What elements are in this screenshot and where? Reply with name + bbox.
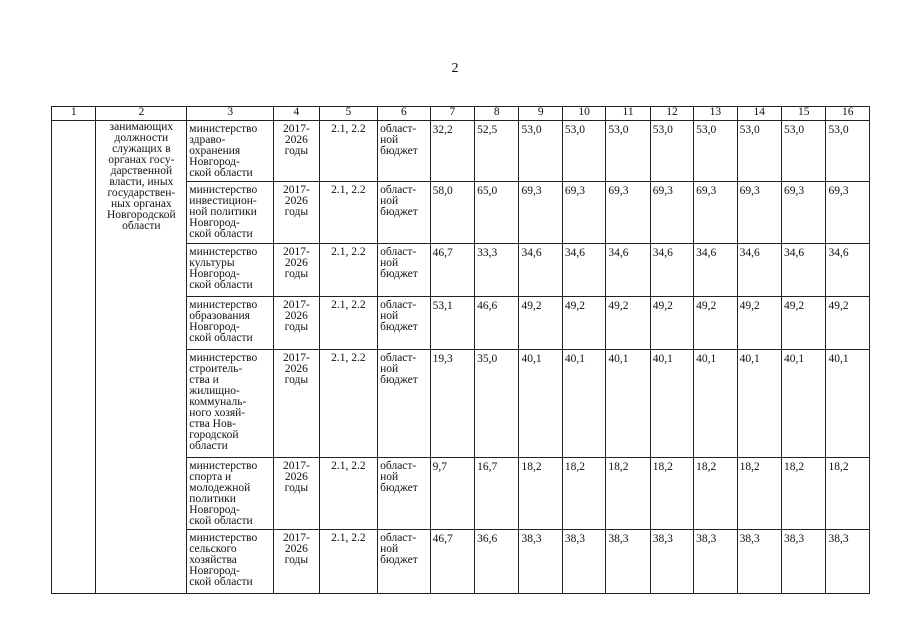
period-cell <box>274 244 319 297</box>
value-cell: 40,1 <box>826 350 870 458</box>
period-cell <box>274 121 319 182</box>
value-cell: 18,2 <box>737 458 781 530</box>
executor-text: министерство здраво- охранения Новгород- ской области <box>189 123 258 179</box>
header-row <box>52 107 870 121</box>
value-cell: 38,3 <box>606 530 650 594</box>
value-cell: 33,3 <box>475 244 519 297</box>
value-cell: 53,0 <box>737 121 781 182</box>
header-cell: 7 <box>430 107 474 121</box>
value-cell: 32,2 <box>430 121 474 182</box>
value-cell: 34,6 <box>737 244 781 297</box>
executor-text: министерство сельского хозяйства Новгород- ской области <box>189 532 258 588</box>
executor-text: министерство образования Новгород- ской области <box>189 299 258 344</box>
header-cell: 10 <box>562 107 605 121</box>
funding-source-text: област- ной бюджет <box>380 123 418 157</box>
tasks-cell <box>319 121 378 182</box>
header-cell: 2 <box>96 107 187 121</box>
tasks-text: 2.1, 2.2 <box>331 123 366 135</box>
header-cell: 9 <box>519 107 562 121</box>
value-cell: 53,0 <box>650 121 693 182</box>
header-cell: 3 <box>187 107 274 121</box>
value-cell: 16,7 <box>475 458 519 530</box>
header-cell: 6 <box>378 107 431 121</box>
value-cell: 53,0 <box>606 121 650 182</box>
value-cell: 34,6 <box>782 244 826 297</box>
tasks-text: 2.1, 2.2 <box>331 184 366 196</box>
funding-source-cell <box>378 121 431 182</box>
period-cell <box>274 182 319 244</box>
value-cell: 34,6 <box>562 244 605 297</box>
value-cell: 69,3 <box>737 182 781 244</box>
budget-table <box>51 106 870 594</box>
value-cell: 38,3 <box>737 530 781 594</box>
value-cell: 49,2 <box>782 297 826 350</box>
period-text: 2017- 2026 годы <box>282 299 310 333</box>
value-cell: 69,3 <box>562 182 605 244</box>
value-cell: 69,3 <box>650 182 693 244</box>
period-text: 2017- 2026 годы <box>282 460 310 494</box>
header-cell: 11 <box>606 107 650 121</box>
value-cell: 35,0 <box>475 350 519 458</box>
page-number: 2 <box>451 61 459 76</box>
tasks-cell <box>319 458 378 530</box>
value-cell: 69,3 <box>519 182 562 244</box>
value-cell: 9,7 <box>430 458 474 530</box>
header-cell: 4 <box>274 107 319 121</box>
funding-source-text: област- ной бюджет <box>380 184 418 218</box>
value-cell: 65,0 <box>475 182 519 244</box>
period-cell <box>274 350 319 458</box>
value-cell: 49,2 <box>562 297 605 350</box>
value-cell: 38,3 <box>694 530 737 594</box>
value-cell: 53,0 <box>826 121 870 182</box>
executor-text: министерство инвестицион- ной политики Новгород- ской области <box>189 184 258 240</box>
header-cell: 12 <box>650 107 693 121</box>
value-cell: 18,2 <box>826 458 870 530</box>
header-cell: 13 <box>694 107 737 121</box>
executor-text: министерство культуры Новгород- ской области <box>189 246 258 291</box>
header-cell: 14 <box>737 107 781 121</box>
tasks-text: 2.1, 2.2 <box>331 246 366 258</box>
value-cell: 53,1 <box>430 297 474 350</box>
funding-source-text: област- ной бюджет <box>380 532 418 566</box>
tasks-cell <box>319 182 378 244</box>
period-text: 2017- 2026 годы <box>282 123 310 157</box>
value-cell: 49,2 <box>694 297 737 350</box>
funding-source-text: област- ной бюджет <box>380 352 418 386</box>
index-cell <box>52 121 96 594</box>
value-cell: 18,2 <box>650 458 693 530</box>
value-cell: 38,3 <box>650 530 693 594</box>
value-cell: 53,0 <box>519 121 562 182</box>
tasks-cell <box>319 297 378 350</box>
funding-source-text: област- ной бюджет <box>380 299 418 333</box>
header-cell: 5 <box>319 107 378 121</box>
value-cell: 46,7 <box>430 530 474 594</box>
value-cell: 34,6 <box>650 244 693 297</box>
period-text: 2017- 2026 годы <box>282 532 310 566</box>
tasks-cell <box>319 530 378 594</box>
value-cell: 49,2 <box>826 297 870 350</box>
value-cell: 52,5 <box>475 121 519 182</box>
value-cell: 49,2 <box>737 297 781 350</box>
funding-source-text: област- ной бюджет <box>380 460 418 494</box>
funding-source-cell <box>378 530 431 594</box>
executor-cell <box>187 244 274 297</box>
value-cell: 38,3 <box>782 530 826 594</box>
executor-cell <box>187 530 274 594</box>
value-cell: 34,6 <box>519 244 562 297</box>
header-cell: 16 <box>826 107 870 121</box>
header-cell: 8 <box>475 107 519 121</box>
value-cell: 38,3 <box>826 530 870 594</box>
executor-cell <box>187 297 274 350</box>
value-cell: 18,2 <box>606 458 650 530</box>
value-cell: 49,2 <box>606 297 650 350</box>
funding-source-cell <box>378 350 431 458</box>
value-cell: 40,1 <box>519 350 562 458</box>
value-cell: 46,6 <box>475 297 519 350</box>
value-cell: 69,3 <box>606 182 650 244</box>
executor-text: министерство спорта и молодежной политики Новгород- ской области <box>189 460 258 527</box>
value-cell: 40,1 <box>694 350 737 458</box>
tasks-text: 2.1, 2.2 <box>331 352 366 364</box>
value-cell: 58,0 <box>430 182 474 244</box>
tasks-text: 2.1, 2.2 <box>331 299 366 311</box>
funding-source-cell <box>378 297 431 350</box>
value-cell: 40,1 <box>650 350 693 458</box>
value-cell: 69,3 <box>826 182 870 244</box>
value-cell: 36,6 <box>475 530 519 594</box>
funding-source-cell <box>378 244 431 297</box>
header-cell: 15 <box>782 107 826 121</box>
table-row <box>52 121 870 182</box>
value-cell: 53,0 <box>782 121 826 182</box>
value-cell: 53,0 <box>562 121 605 182</box>
header-cell: 1 <box>52 107 96 121</box>
executor-cell <box>187 121 274 182</box>
value-cell: 69,3 <box>782 182 826 244</box>
period-text: 2017- 2026 годы <box>282 184 310 218</box>
tasks-cell <box>319 244 378 297</box>
period-text: 2017- 2026 годы <box>282 246 310 280</box>
value-cell: 46,7 <box>430 244 474 297</box>
value-cell: 40,1 <box>562 350 605 458</box>
funding-source-cell <box>378 458 431 530</box>
indicator-description-cell <box>96 121 187 594</box>
period-cell <box>274 458 319 530</box>
period-text: 2017- 2026 годы <box>282 352 310 386</box>
executor-cell <box>187 458 274 530</box>
value-cell: 49,2 <box>650 297 693 350</box>
executor-cell <box>187 182 274 244</box>
value-cell: 18,2 <box>519 458 562 530</box>
value-cell: 40,1 <box>737 350 781 458</box>
value-cell: 34,6 <box>826 244 870 297</box>
value-cell: 40,1 <box>606 350 650 458</box>
value-cell: 38,3 <box>519 530 562 594</box>
tasks-text: 2.1, 2.2 <box>331 532 366 544</box>
value-cell: 18,2 <box>782 458 826 530</box>
tasks-cell <box>319 350 378 458</box>
value-cell: 34,6 <box>694 244 737 297</box>
value-cell: 49,2 <box>519 297 562 350</box>
value-cell: 38,3 <box>562 530 605 594</box>
tasks-text: 2.1, 2.2 <box>331 460 366 472</box>
value-cell: 40,1 <box>782 350 826 458</box>
value-cell: 69,3 <box>694 182 737 244</box>
value-cell: 18,2 <box>694 458 737 530</box>
value-cell: 18,2 <box>562 458 605 530</box>
funding-source-cell <box>378 182 431 244</box>
executor-text: министерство строитель- ства и жилищно- коммуналь- ного хозяй- ства Нов- городской области <box>189 352 258 452</box>
value-cell: 19,3 <box>430 350 474 458</box>
period-cell <box>274 530 319 594</box>
executor-cell <box>187 350 274 458</box>
period-cell <box>274 297 319 350</box>
value-cell: 53,0 <box>694 121 737 182</box>
value-cell: 34,6 <box>606 244 650 297</box>
funding-source-text: област- ной бюджет <box>380 246 418 280</box>
indicator-description-text: занимающих должности служащих в органах госу- дарственной власти, иных государствен- ных органах Новгородской области <box>107 121 176 232</box>
